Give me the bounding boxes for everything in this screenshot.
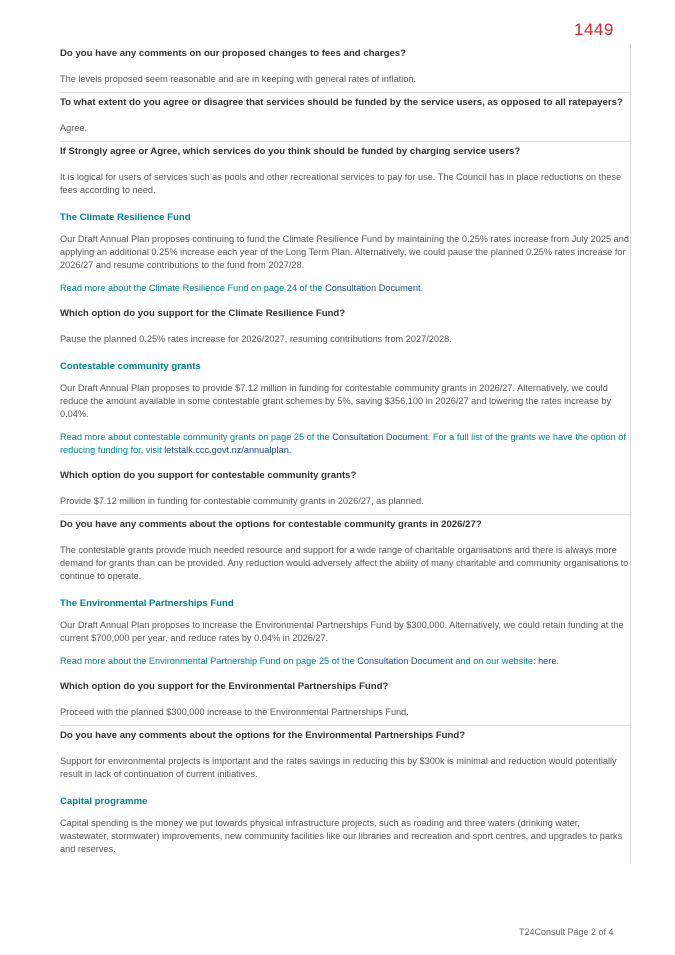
read-more-text: Read more about contestable community grants on page 25 of the [60, 432, 333, 442]
community-grants-description: Our Draft Annual Plan proposes to provide $7.12 million in funding for contestable community grants in 2026/27. Alternatively, we could reduce the amount available in some contestable grant schemes by 5%, saving $356,100 in 2026/27 and lowering the rates increase by 0.04%. [60, 383, 612, 419]
section-heading-capital-programme: Capital programme [60, 796, 148, 807]
page-footer: T24Consult Page 2 of 4 [519, 927, 614, 937]
read-more-end: . [288, 445, 292, 455]
question-user-funded-services: If Strongly agree or Agree, which services do you think should be funded by charging service users? [60, 146, 521, 157]
question-climate-option: Which option do you support for the Climate Resilience Fund? [60, 308, 346, 319]
community-grants-read-more [60, 429, 630, 466]
answer-grants-comments: The contestable grants provide much needed resource and support for a wide range of charitable organisations and there is always more demand for grants than can be provided. Any reduction would adversely affect the ability of many charitable and community organisations to continue to operate. [60, 545, 629, 581]
read-more-end: . [420, 283, 424, 293]
question-environmental-comments: Do you have any comments about the options for the Environmental Partnerships Fund? [60, 730, 466, 741]
consultation-document-link[interactable]: Consultation Document [357, 656, 453, 666]
consultation-document-link[interactable]: Consultation Document [332, 432, 428, 442]
submission-content [60, 44, 631, 864]
read-more-end: . [556, 656, 560, 666]
website-here-link[interactable]: here [538, 656, 557, 666]
page-number: 1449 [574, 20, 614, 39]
section-heading-climate-resilience: The Climate Resilience Fund [60, 212, 191, 223]
annual-plan-website-link[interactable]: letstalk.ccc.govt.nz/annualplan [164, 445, 289, 455]
read-more-middle: and on our website: [452, 656, 539, 666]
question-grants-comments: Do you have any comments about the options for contestable community grants in 2026/27? [60, 519, 482, 530]
answer-user-funded-services: It is logical for users of services such as pools and other recreational services to pay for use. The Council has in place reductions on these fees according to need. [60, 172, 622, 195]
section-heading-environmental-partnerships: The Environmental Partnerships Fund [60, 598, 234, 609]
answer-grants-option: Provide $7.12 million in funding for contestable community grants in 2026/27, as planned. [60, 490, 630, 515]
question-environmental-option: Which option do you support for the Environmental Partnerships Fund? [60, 681, 389, 692]
consultation-document-link[interactable]: Consultation Document [325, 283, 421, 293]
answer-climate-option: Pause the planned 0.25% rates increase for 2026/2027, resuming contributions from 2027/2028. [60, 334, 452, 344]
climate-resilience-read-more [60, 280, 630, 304]
environmental-partnerships-description: Our Draft Annual Plan proposes to increase the Environmental Partnerships Fund by $300,000. Alternatively, we could retain funding at the current $700,000 per year, and reduce rates by 0.04% in 2026/27. [60, 620, 624, 643]
read-more-text: Read more about the Environmental Partnership Fund on page 25 of the [60, 656, 358, 666]
question-fees-comments: Do you have any comments on our proposed changes to fees and charges? [60, 48, 406, 59]
read-more-text: Read more about the Climate Resilience Fund on page 24 of the [60, 283, 326, 293]
read-more-middle: . For a full list of the grants we have the option of reducing funding for, visit [60, 432, 626, 455]
answer-environmental-comments: Support for environmental projects is important and the rates savings in reducing this by $300k is minimal and reduction would potentially result in lack of continuation of current initiatives. [60, 756, 617, 779]
question-grants-option: Which option do you support for contestable community grants? [60, 470, 357, 481]
answer-user-funding: Agree. [60, 117, 630, 142]
capital-programme-description: Capital spending is the money we put towards physical infrastructure projects, such as roading and three waters (drinking water, wastewater, stormwater) improvements, new community facilities like our libraries and recreation and sport centres, and upgrades to parks and reserves. [60, 818, 623, 854]
section-heading-community-grants: Contestable community grants [60, 361, 201, 372]
question-user-funding: To what extent do you agree or disagree that services should be funded by the service users, as opposed to all ratepayers? [60, 97, 623, 108]
answer-fees-comments: The levels proposed seem reasonable and are in keeping with general rates of inflation. [60, 68, 630, 93]
answer-environmental-option: Proceed with the planned $300,000 increase to the Environmental Partnerships Fund. [60, 701, 630, 726]
environmental-partnerships-read-more [60, 653, 630, 677]
climate-resilience-description: Our Draft Annual Plan proposes continuing to fund the Climate Resilience Fund by maintaining the 0.25% rates increase from July 2025 and applying an additional 0.25% increase each year of the Long Term Plan. Alternatively, we could pause the planned 0.25% rates increase for 2026/27 and resume contributions to the fund from 2027/28. [60, 234, 629, 270]
